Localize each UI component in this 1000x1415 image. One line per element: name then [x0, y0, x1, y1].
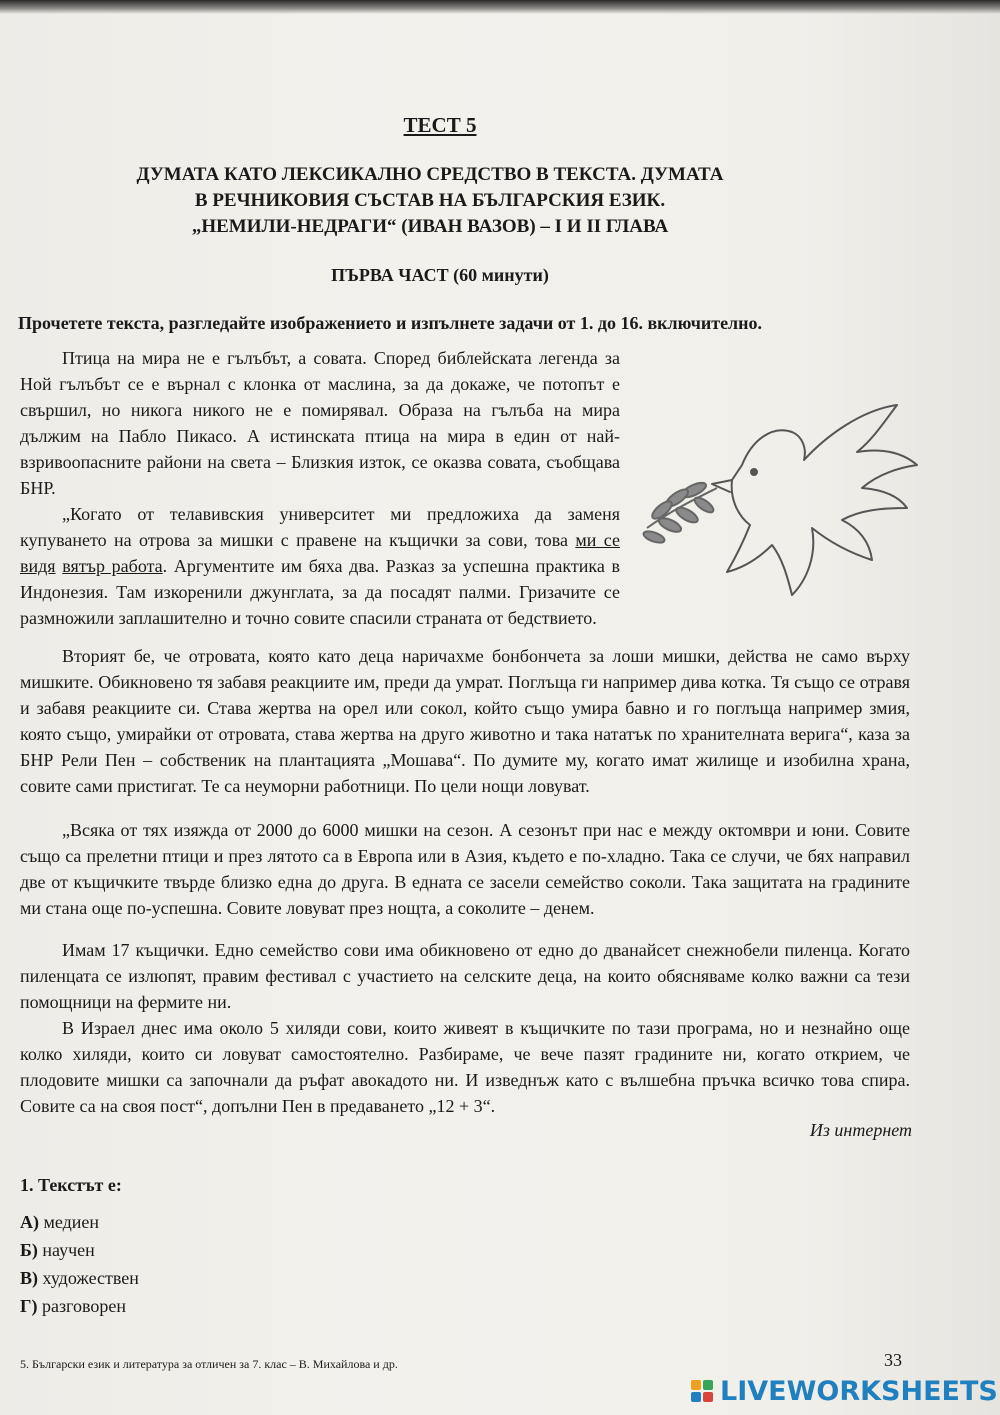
subtitle-line: В РЕЧНИКОВИЯ СЪСТАВ НА БЪЛГАРСКИЯ ЕЗИК. — [194, 190, 666, 211]
paragraph-6 — [20, 1015, 910, 1119]
page-top-edge — [0, 0, 1000, 14]
test-subtitle — [80, 162, 780, 240]
paragraph-text: Птица на мира не е гълъбът, а совата. Според библейската легенда за Ной гълъбът се е върнал с клонка от маслина, за да докаже, че потопът е свършил, но никога никого не е помирявал. Образа на гълъба на мира дължим на Пабло Пикасо. А истинската птица на мира в един от най-взривоопасните райони на света – Близкия изток, се оказва совата, съобщава БНР. — [20, 348, 620, 498]
paragraph-2 — [20, 501, 620, 631]
test-title: ТЕСТ 5 — [403, 113, 477, 137]
paragraph-text: В Израел днес има около 5 хиляди сови, които живеят в къщичките по тази програма, но и незнайно още колко хиляди, които си ловуват самостоятелно. Разбираме, че вече пазят градините ни, когато открием, че плодовите мишки са започнали да ръфат авокадото ни. И изведнъж като с вълшебна пръчка всичко това спира. Совите са на своя пост“, допълни Пен в предаването „12 + 3“. — [20, 1018, 910, 1116]
paragraph-text: „Всяка от тях изяжда от 2000 до 6000 мишки на сезон. А сезонът при нас е между октомври и юни. Совите също са прелетни птици и през лятото са в Европа или в Азия, където е по-хладно. Така се случи, че бях направил две от къщичките твърде близко една до друга. В едната се засели семейство соколи. Така защитата на градините ми стана още по-успешна. Совите ловуват през нощта, а соколите – денем. — [20, 820, 910, 918]
book-footer: 5. Български език и литература за отличен за 7. клас – В. Михайлова и др. — [20, 1357, 398, 1371]
source-note: Из интернет — [809, 1120, 912, 1140]
question-1-title: 1. Текстът е: — [20, 1175, 122, 1195]
answer-option-d[interactable] — [20, 1292, 139, 1320]
question-1-options — [20, 1208, 139, 1320]
paragraph-text — [20, 501, 620, 631]
part-heading: ПЪРВА ЧАСТ (60 минути) — [331, 265, 549, 285]
option-text: научен — [37, 1240, 95, 1260]
option-text: разговорен — [37, 1296, 126, 1316]
subtitle-line: ДУМАТА КАТО ЛЕКСИКАЛНО СРЕДСТВО В ТЕКСТА. ДУМАТА — [136, 164, 724, 185]
paragraph-text-part: . Аргументите им бяха два. Разказ за успешна практика в Индонезия. Там изкоренили джунглата, за да посадят палми. Гризачите се размножили заплашително и точно совите спасили страната от бедствието. — [20, 556, 620, 628]
liveworksheets-watermark — [690, 1373, 998, 1409]
paragraph-3 — [20, 643, 910, 799]
answer-option-a[interactable] — [20, 1208, 139, 1236]
liveworksheets-logo-icon — [690, 1379, 714, 1403]
paragraph-text: Вторият бе, че отровата, която като деца наричахме бонбончета за лоши мишки, действа не само върху мишките. Обикновено тя забавя реакциите им, преди да умрат. Поглъща ги например дива котка. Тя също се отравя и забавя реакциите си. Става жертва на орел или сокол, който също умира бавно и го поглъща например змия, която също, умирайки от отровата, става жертва на друго животно и така нататък по хранителната верига“, каза за БНР Рели Пен – собственик на плантацията „Мошава“. По думите му, когато имат жилище и изобилна храна, совите сами пристигат. Те са неуморни работници. По цели нощи ловуват. — [20, 646, 910, 796]
option-letter: Б) — [20, 1240, 38, 1260]
option-letter: В) — [20, 1268, 38, 1288]
paragraph-text-part: „Когато от телавивския университет ми предложиха да заменя купуването на отрова за мишки с правене на къщички за сови, това — [20, 504, 620, 550]
watermark-text: LIVEWORKSHEETS — [720, 1375, 998, 1407]
subtitle-line: „НЕМИЛИ-НЕДРАГИ“ (ИВАН ВАЗОВ) – I И II ГЛАВА — [191, 216, 669, 237]
option-text: медиен — [39, 1212, 100, 1232]
option-letter: Г) — [20, 1296, 38, 1316]
page-number: 33 — [884, 1350, 902, 1370]
paragraph-4 — [20, 817, 910, 921]
paragraph-1 — [20, 345, 620, 501]
instruction-text: Прочетете текста, разгледайте изображението и изпълнете задачи от 1. до 16. включително. — [18, 313, 763, 333]
underlined-phrase: ми се видя — [20, 530, 620, 576]
underlined-phrase: вятър работа — [62, 556, 163, 576]
dove-olive-branch-icon — [632, 380, 932, 630]
option-letter: А) — [20, 1212, 39, 1232]
answer-option-b[interactable] — [20, 1236, 139, 1264]
option-text: художествен — [38, 1268, 139, 1288]
paragraph-text: Имам 17 къщички. Едно семейство сови има обикновено от едно до дванайсет снежнобели пиленца. Когато пиленцата се излюпят, правим фестивал с участието на селските деца, на които обясняваме колко важни са тези помощници на фермите ни. — [20, 940, 910, 1012]
answer-option-c[interactable] — [20, 1264, 139, 1292]
paragraph-5 — [20, 937, 910, 1015]
